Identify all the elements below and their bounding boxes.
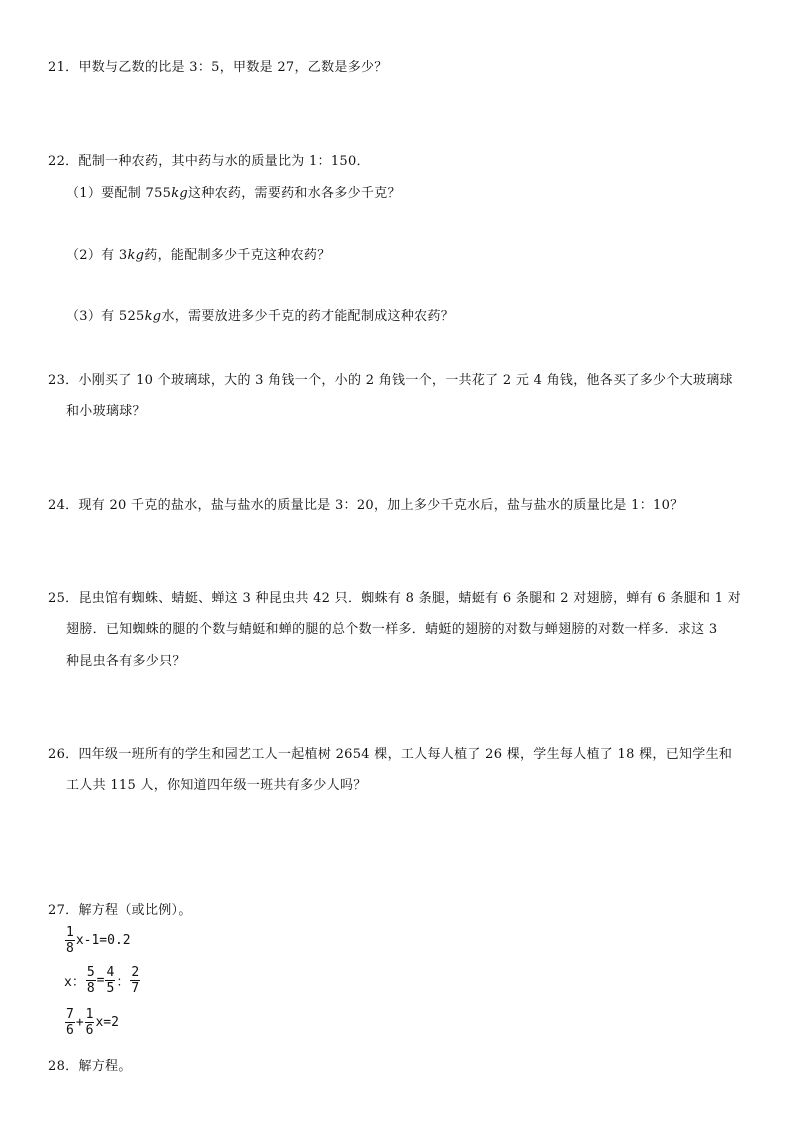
eq1-fraction — [65, 926, 75, 955]
q22-p2-unit: kg — [127, 248, 145, 263]
question-22-stem: 22．配制一种农药，其中药与水的质量比为 1：150． — [48, 154, 370, 169]
question-22-part-2 — [66, 244, 331, 263]
question-23-line-2: 和小玻璃球？ — [66, 404, 146, 419]
eq3-rest: x=2 — [95, 1015, 119, 1030]
question-25-line-3: 种昆虫各有多少只？ — [66, 654, 186, 669]
eq1-numerator: 1 — [66, 925, 74, 940]
eq2-fraction-b — [105, 966, 115, 995]
question-25-line-1: 25．昆虫馆有蜘蛛、蜻蜓、蝉这 3 种昆虫共 42 只．蜘蛛有 8 条腿，蜻蜓有 6 条腿和 2 对翅膀，蝉有 6 条腿和 1 对 — [48, 591, 742, 606]
q22-p1-pre: （1）要配制 755 — [66, 186, 172, 201]
question-22-part-1 — [66, 182, 401, 201]
question-24: 24．现有 20 千克的盐水，盐与盐水的质量比是 3：20，加上多少千克水后，盐与盐水的质量比是 1：10？ — [48, 498, 684, 513]
eq2-b-numerator: 4 — [106, 965, 115, 980]
q22-p1-unit: kg — [171, 186, 189, 201]
eq2-b-denominator: 5 — [106, 981, 115, 996]
question-23-line-1: 23．小刚买了 10 个玻璃球，大的 3 角钱一个，小的 2 角钱一个，一共花了 2 元 4 角钱，他各买了多少个大玻璃球 — [48, 373, 733, 388]
eq2-c-numerator: 2 — [131, 965, 140, 980]
q22-p3-pre: （3）有 525 — [66, 309, 145, 324]
q22-p2-post: 药，能配制多少千克这种农药？ — [144, 248, 331, 263]
question-26-line-1: 26．四年级一班所有的学生和园艺工人一起植树 2654 棵，工人每人植了 26 棵，学生每人植了 18 棵，已知学生和 — [48, 747, 733, 762]
q22-p1-post: 这种农药，需要药和水各多少千克？ — [188, 186, 401, 201]
eq2-colon: ： — [116, 975, 130, 990]
question-26-line-2: 工人共 115 人，你知道四年级一班共有多少人吗？ — [66, 778, 367, 793]
equation-3 — [64, 1008, 119, 1037]
eq3-a-numerator: 7 — [66, 1007, 74, 1022]
q22-p3-post: 水，需要放进多少千克的药才能配制成这种农药？ — [161, 309, 455, 324]
question-28-title: 28．解方程。 — [48, 1059, 132, 1074]
eq2-c-denominator: 7 — [131, 981, 140, 996]
eq3-fraction-a — [65, 1008, 75, 1037]
eq1-denominator: 8 — [66, 941, 74, 956]
question-27-title: 27．解方程（或比例）。 — [48, 903, 192, 918]
eq2-fraction-c — [130, 966, 140, 995]
eq3-fraction-b — [85, 1008, 95, 1037]
eq2-x: x： — [64, 975, 85, 990]
question-21: 21．甲数与乙数的比是 3：5，甲数是 27，乙数是多少？ — [48, 60, 388, 75]
question-25-line-2: 翅膀．已知蜘蛛的腿的个数与蜻蜓和蝉的腿的总个数一样多．蜻蜓的翅膀的对数与蝉翅膀的对数一样多．求这 3 — [66, 622, 718, 637]
equation-2 — [64, 966, 141, 995]
equation-1 — [64, 926, 131, 955]
q22-p2-pre: （2）有 3 — [66, 248, 128, 263]
eq2-a-numerator: 5 — [86, 965, 95, 980]
eq3-b-numerator: 1 — [85, 1007, 94, 1022]
eq2-fraction-a — [86, 966, 96, 995]
eq2-a-denominator: 8 — [86, 981, 95, 996]
q22-p3-unit: kg — [144, 309, 162, 324]
eq3-plus: + — [75, 1015, 84, 1030]
eq1-rest: x-1=0.2 — [75, 933, 131, 948]
question-22-part-3 — [66, 305, 454, 324]
eq3-b-denominator: 6 — [85, 1023, 94, 1038]
eq3-a-denominator: 6 — [66, 1023, 74, 1038]
eq2-equals: = — [96, 973, 105, 988]
